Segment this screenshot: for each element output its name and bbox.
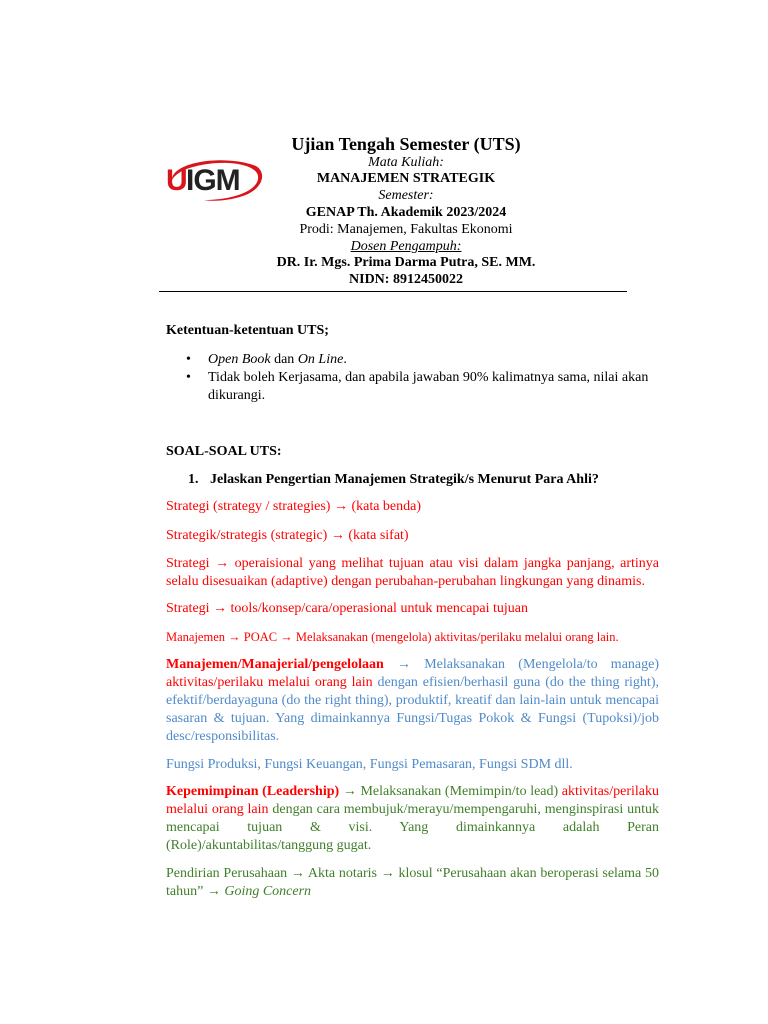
answer-pendirian-perusahaan	[166, 865, 659, 901]
rules-list	[166, 351, 659, 405]
course-label: Mata Kuliah:	[368, 155, 444, 170]
rule-cooperation-text: Tidak boleh Kerjasama, dan apabila jawaban 90% kalimatnya sama, nilai akan dikurangi.	[208, 370, 649, 403]
pendirian-text: Pendirian Perusahaan → Akta notaris → klosul “Perusahaan akan beroperasi selama 50 tahun” →	[166, 866, 659, 899]
manajemen-activity: aktivitas/perilaku melalui orang lain	[166, 675, 373, 690]
answer-manajemen-poac: Manajemen → POAC → Melaksanakan (mengelola) aktivitas/perilaku melalui orang lain.	[166, 630, 619, 644]
rule-online: On Line	[297, 352, 344, 367]
kepemimpinan-arrow: →	[339, 784, 361, 799]
lecturer-nidn: NIDN: 8912450022	[349, 272, 463, 287]
answer-strategi-definition: Strategi → operaisional yang melihat tujuan atau visi dalam jangka panjang, artinya selalu disesuaikan (adaptive) dengan perubahan-perubahan lingkungan yang dinamis.	[166, 556, 659, 589]
kepemimpinan-detail: dengan cara membujuk/merayu/mempengaruhi, menginspirasi untuk mencapai tujuan & visi. Yang dimainkannya adalah Peran (Role)/akuntabilitas/tanggung gugat.	[166, 802, 659, 853]
lecturer-label: Dosen Pengampuh:	[350, 239, 462, 254]
lecturer-name: DR. Ir. Mgs. Prima Darma Putra, SE. MM.	[276, 255, 536, 270]
rule-item-open-book	[166, 351, 659, 369]
kepemimpinan-melaksanakan: Melaksanakan (Memimpin/to lead)	[360, 784, 559, 799]
kepemimpinan-term: Kepemimpinan (Leadership)	[166, 784, 340, 799]
manajemen-term: Manajemen/Manajerial/pengelolaan	[166, 657, 384, 672]
question-1-number: 1.	[188, 472, 199, 487]
program-text: Prodi: Manajemen, Fakultas Ekonomi	[299, 222, 513, 237]
rule-and: dan	[270, 352, 298, 367]
answer-fungsi-list: Fungsi Produksi, Fungsi Keuangan, Fungsi Pemasaran, Fungsi SDM dll.	[166, 757, 573, 772]
svg-text:IGM: IGM	[186, 164, 240, 197]
manajemen-detail: dengan efisien/berhasil guna (do the thing right), efektif/berdayaguna (do the right thing), produktif, kreatif dan lain-lain untuk mencapai sasaran & tujuan. Yang dimainkannya Fungsi/Tugas Pokok & Fungsi (Tupoksi)/job desc/responsibilitas.	[166, 675, 659, 744]
answer-strategi-tools: Strategi → tools/konsep/cara/operasional untuk mencapai tujuan	[166, 601, 528, 616]
answer-strategi-noun: Strategi (strategy / strategies) → (kata benda)	[166, 499, 422, 514]
rule-item-cooperation	[166, 369, 659, 405]
rule-open-book: Open Book	[208, 352, 271, 367]
course-name: MANAJEMEN STRATEGIK	[316, 171, 496, 186]
rules-heading: Ketentuan-ketentuan UTS;	[166, 323, 329, 338]
semester-value: GENAP Th. Akademik 2023/2024	[305, 205, 507, 220]
manajemen-melaksanakan: Melaksanakan (Mengelola/to manage)	[424, 657, 659, 672]
rule-period: .	[343, 352, 347, 367]
page-title: Ujian Tengah Semester (UTS)	[291, 134, 521, 154]
question-1	[166, 471, 659, 489]
kepemimpinan-activity: aktivitas/perilaku melalui orang lain	[166, 784, 660, 817]
semester-label: Semester:	[378, 188, 434, 203]
answer-strategik-adj: Strategik/strategis (strategic) → (kata sifat)	[166, 528, 409, 543]
svg-text:U: U	[166, 164, 187, 197]
header-divider	[159, 291, 627, 292]
manajemen-arrow: →	[383, 657, 425, 672]
answer-manajemen-paragraph	[166, 656, 659, 746]
questions-heading: SOAL-SOAL UTS:	[166, 444, 282, 459]
answer-kepemimpinan-paragraph	[166, 783, 659, 855]
going-concern: Going Concern	[224, 884, 312, 899]
question-1-text: Jelaskan Pengertian Manajemen Strategik/s Menurut Para Ahli?	[210, 472, 599, 487]
